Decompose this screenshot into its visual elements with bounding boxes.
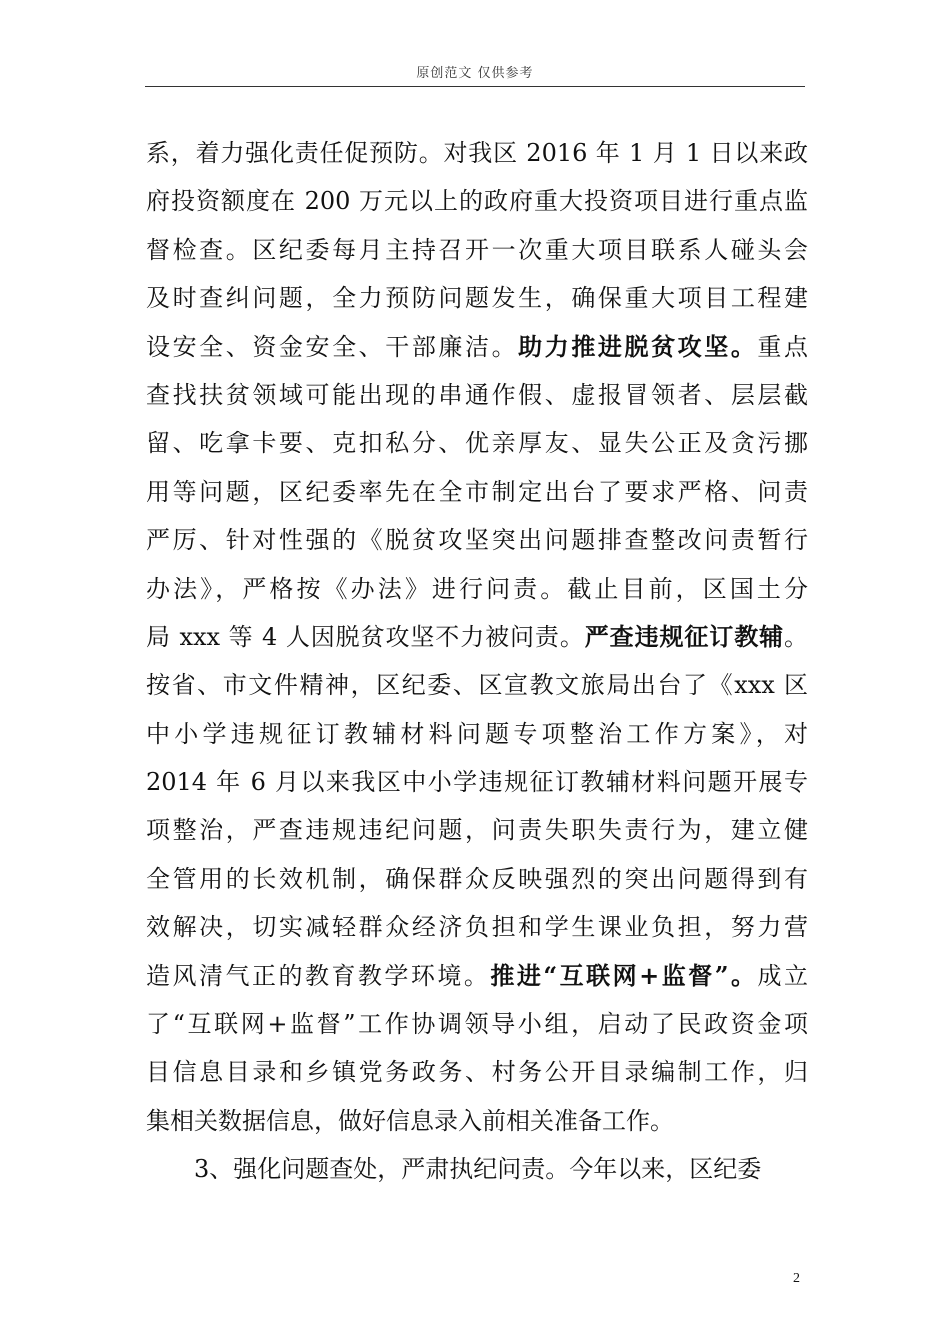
text-segment: 留、吃拿卡要、克扣私分、优亲厚友、显失公正及贪污挪 [146, 429, 808, 458]
text-segment: 重点 [757, 332, 808, 361]
text-line [146, 952, 808, 1000]
text-line [146, 903, 808, 951]
text-segment: 项整治，严查违规违纪问题，问责失职失责行为，建立健 [146, 816, 808, 845]
text-segment: 按省、市文件精神，区纪委、区宣教文旅局出台了《xxx 区 [146, 671, 808, 700]
text-line [146, 129, 808, 177]
text-segment: 集相关数据信息，做好信息录入前相关准备工作。 [146, 1106, 674, 1135]
text-line [146, 323, 808, 371]
text-line [146, 806, 808, 854]
text-segment: 3、强化问题查处，严肃执纪问责。今年以来，区纪委 [194, 1155, 762, 1184]
text-line [146, 226, 808, 274]
text-segment: 造风清气正的教育教学环境。 [146, 961, 491, 990]
header-text: 原创范文 仅供参考 [416, 66, 534, 81]
text-segment: 局 xxx 等 4 人因脱贫攻坚不力被问责。 [146, 622, 585, 651]
text-segment: 。 [784, 622, 808, 651]
page-header [145, 62, 805, 87]
text-segment: 府投资额度在 200 万元以上的政府重大投资项目进行重点监 [146, 187, 808, 216]
text-line [146, 855, 808, 903]
text-segment: 系，着力强化责任促预防。对我区 2016 年 1 月 1 日以来政 [146, 139, 808, 167]
bold-heading: 助力推进脱贫攻坚。 [518, 331, 758, 361]
text-line [146, 371, 808, 419]
text-segment: 办法》，严格按《办法》进行问责。截止目前，区国土分 [146, 574, 808, 603]
document-body [146, 129, 808, 1194]
text-line [146, 661, 808, 709]
bold-heading: 推进“互联网+监督”。 [490, 960, 758, 990]
text-line [146, 1000, 808, 1048]
text-segment: 设安全、资金安全、干部廉洁。 [146, 332, 519, 361]
text-segment: 查找扶贫领域可能出现的串通作假、虚报冒领者、层层截 [146, 380, 808, 409]
text-segment: 及时查纠问题，全力预防问题发生，确保重大项目工程建 [146, 284, 808, 313]
text-line [146, 1048, 808, 1096]
text-line [146, 1097, 808, 1145]
text-line [146, 468, 808, 516]
text-segment: 效解决，切实减轻群众经济负担和学生课业负担，努力营 [146, 913, 808, 942]
text-line [146, 419, 808, 467]
text-segment: 2014 年 6 月以来我区中小学违规征订教辅材料问题开展专 [146, 768, 808, 797]
text-segment: 全管用的长效机制，确保群众反映强烈的突出问题得到有 [146, 864, 808, 893]
page-number: 2 [793, 1271, 800, 1286]
text-line [146, 274, 808, 322]
text-line [146, 516, 808, 564]
text-segment: 严厉、针对性强的《脱贫攻坚突出问题排查整改问责暂行 [146, 526, 808, 555]
text-segment: 目信息目录和乡镇党务政务、村务公开目录编制工作，归 [146, 1058, 808, 1087]
text-line [146, 613, 808, 661]
text-line [146, 177, 808, 225]
paragraph-start-line [146, 1145, 808, 1193]
text-line [146, 758, 808, 806]
text-line [146, 565, 808, 613]
text-segment: 督检查。区纪委每月主持召开一次重大项目联系人碰头会 [146, 235, 808, 264]
text-segment: 用等问题，区纪委率先在全市制定出台了要求严格、问责 [146, 477, 808, 506]
text-line [146, 710, 808, 758]
bold-heading: 严查违规征订教辅 [584, 621, 785, 651]
text-segment: 了“互联网+监督”工作协调领导小组，启动了民政资金项 [146, 1010, 808, 1039]
text-segment: 中小学违规征订教辅材料问题专项整治工作方案》，对 [146, 719, 808, 748]
text-segment: 成立 [757, 961, 808, 990]
